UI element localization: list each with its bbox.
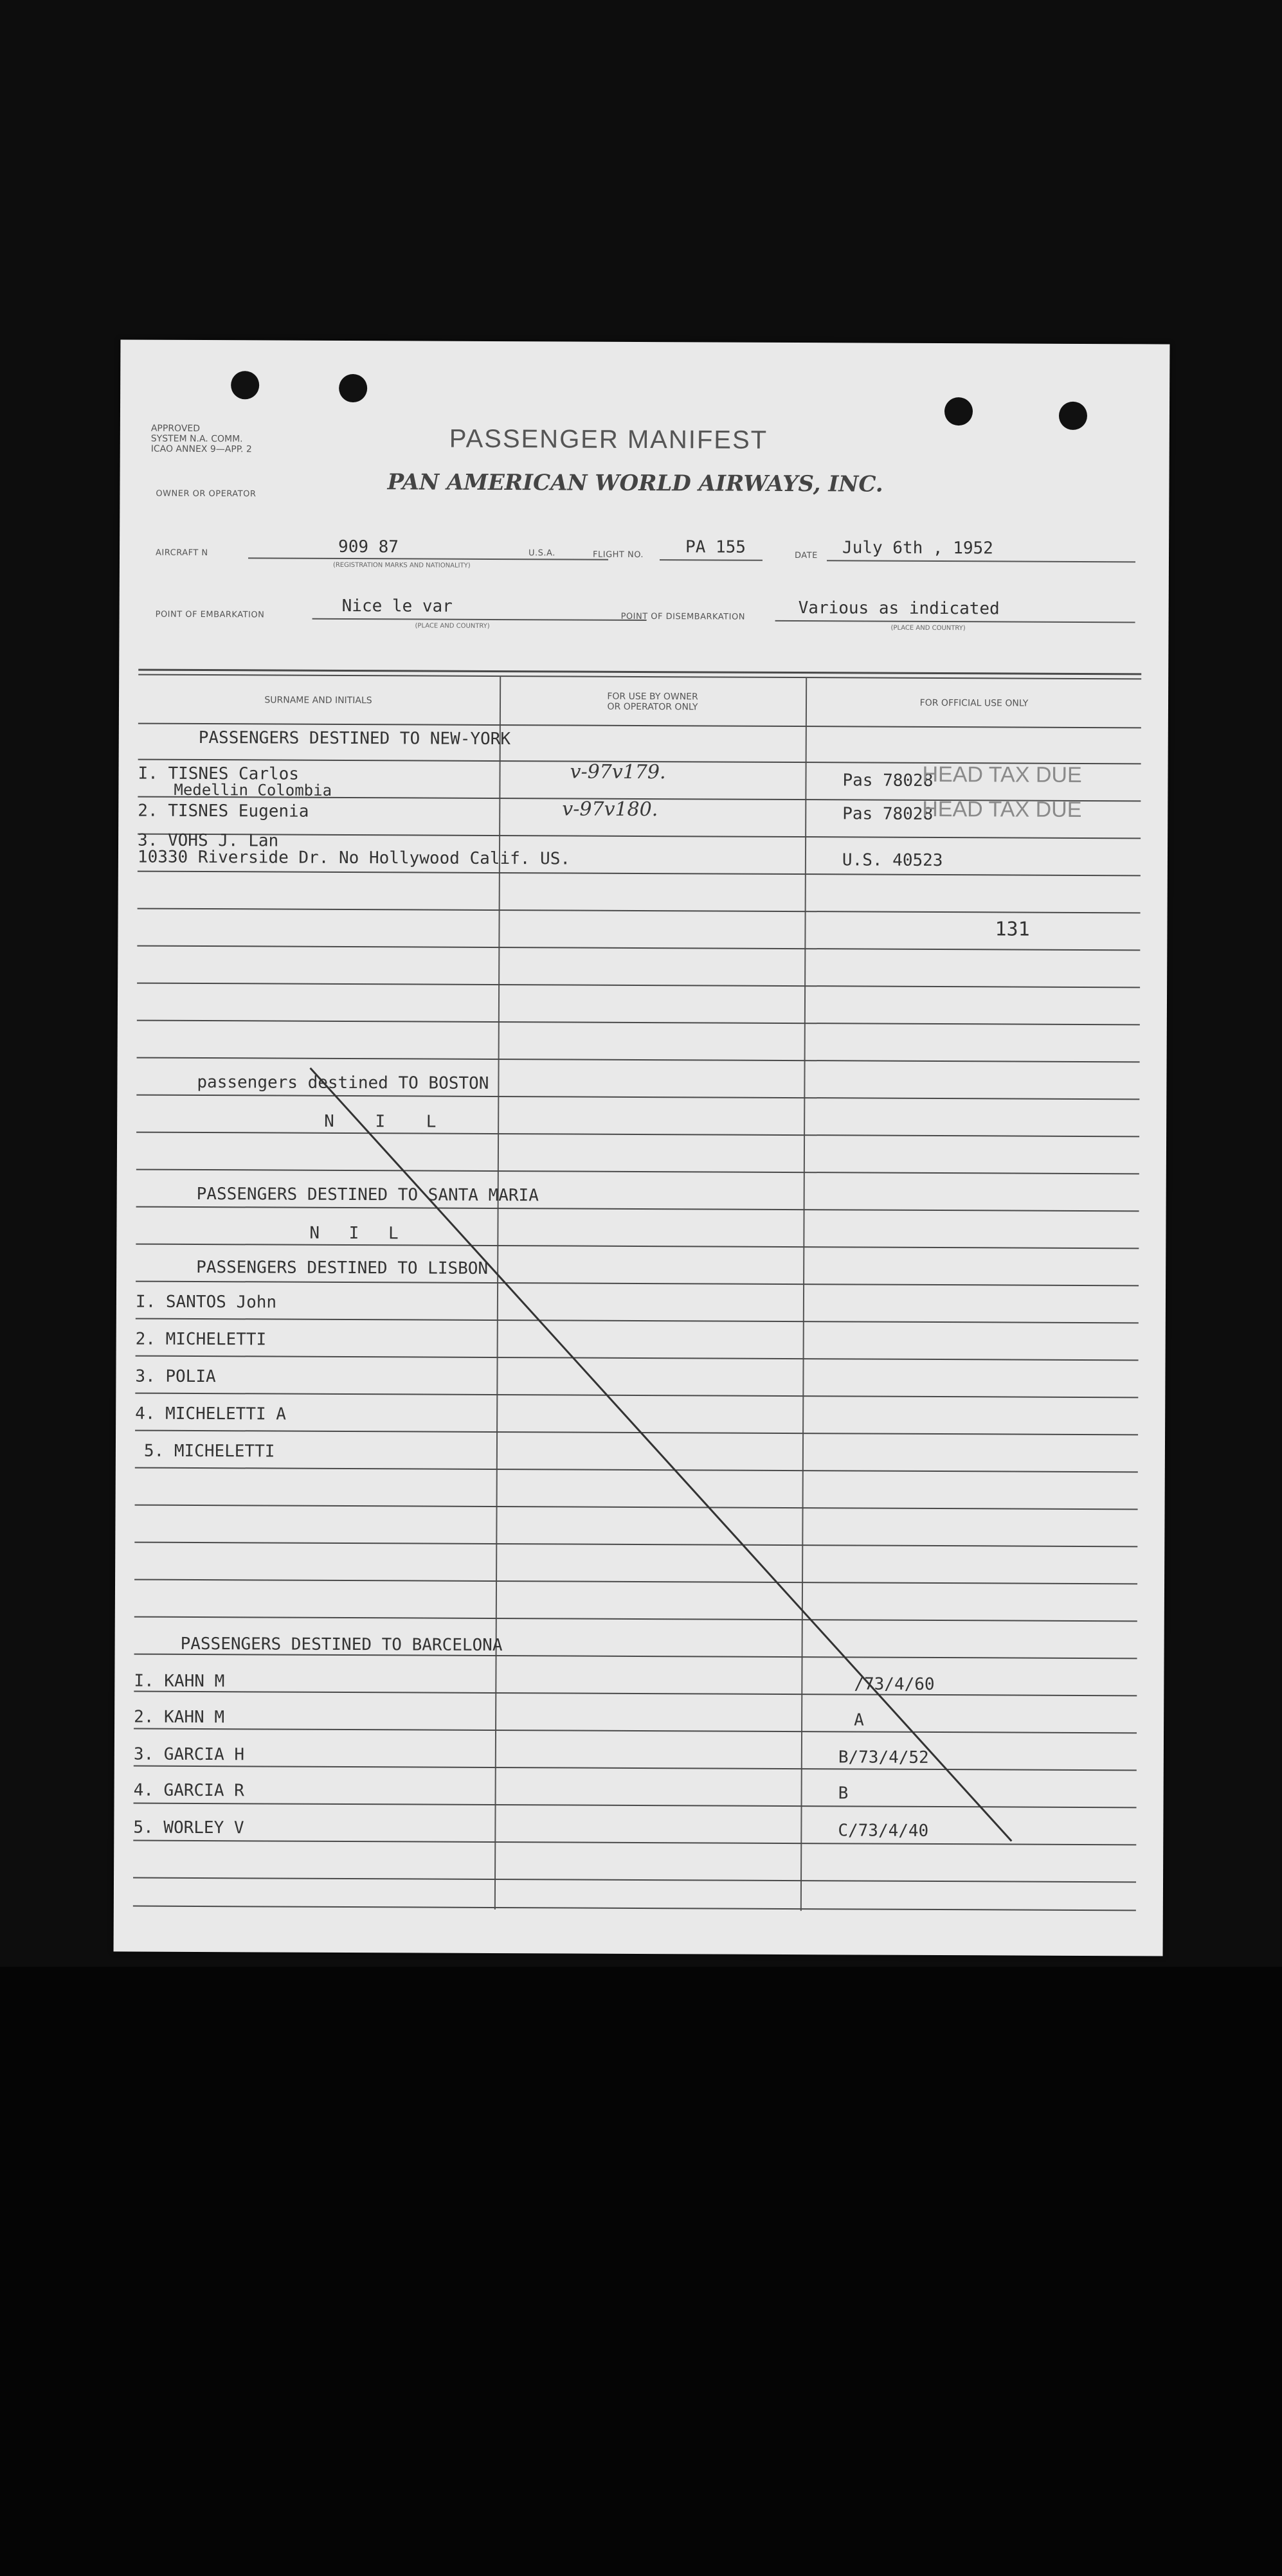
- country-label: U.S.A.: [528, 548, 555, 559]
- flight-label: FLIGHT NO.: [592, 550, 644, 560]
- passenger-count: 131: [995, 918, 1030, 941]
- passenger-lisbon-2: 2. MICHELETTI: [135, 1329, 267, 1350]
- passenger-lisbon-3: 3. POLIA: [135, 1366, 216, 1387]
- passenger-ny-3-address: 10330 Riverside Dr. No Hollywood Calif. US.: [137, 847, 571, 869]
- scan-background-lower: [0, 1967, 1282, 2576]
- disembarkation-place: Various as indicated: [798, 598, 1000, 619]
- column-header-owner-1: FOR USE BY OWNER: [607, 691, 698, 702]
- passenger-lisbon-1: I. SANTOS John: [135, 1292, 277, 1312]
- disembarkation-sublabel: (PLACE AND COUNTRY): [890, 624, 966, 632]
- official-ny-1: Pas 78028: [842, 771, 934, 791]
- approval-line-3: ICAO ANNEX 9—APP. 2: [150, 443, 252, 455]
- column-header-surname: SURNAME AND INITIALS: [264, 695, 372, 706]
- official-ny-2: Pas 78028: [842, 804, 934, 824]
- passenger-barcelona-1: I. KAHN M: [134, 1671, 225, 1692]
- approval-line-1: APPROVED: [150, 423, 201, 434]
- approval-line-2: SYSTEM N.A. COMM.: [150, 433, 243, 445]
- passenger-manifest-page: [114, 339, 1170, 1956]
- stamp-head-tax-2: HEAD TAX DUE: [922, 796, 1082, 822]
- official-barcelona-1: /73/4/60: [854, 1674, 935, 1694]
- section-header-new-york: PASSENGERS DESTINED TO NEW-YORK: [198, 728, 511, 749]
- embarkation-sublabel: (PLACE AND COUNTRY): [415, 622, 490, 630]
- passenger-barcelona-2: 2. KAHN M: [134, 1707, 225, 1728]
- owner-note-ny-1: v-97v179.: [570, 760, 666, 784]
- aircraft-sublabel: (REGISTRATION MARKS AND NATIONALITY): [332, 561, 471, 569]
- santa-maria-nil: N I L: [309, 1223, 399, 1244]
- boston-nil: N I L: [324, 1111, 437, 1132]
- diagonal-cancel-line: [114, 339, 1170, 1956]
- column-header-official: FOR OFFICIAL USE ONLY: [919, 697, 1029, 709]
- manifest-title: PASSENGER MANIFEST: [449, 424, 768, 454]
- passenger-ny-2: 2. TISNES Eugenia: [138, 801, 309, 821]
- airline-name: PAN AMERICAN WORLD AIRWAYS, INC.: [387, 469, 883, 497]
- passenger-ny-1: I. TISNES Carlos: [138, 764, 300, 784]
- passenger-lisbon-5: 5. MICHELETTI: [143, 1441, 275, 1462]
- embarkation-label: POINT OF EMBARKATION: [155, 609, 265, 620]
- column-header-owner-2: OR OPERATOR ONLY: [607, 701, 698, 713]
- owner-note-ny-2: v-97v180.: [562, 798, 658, 821]
- aircraft-number: 909 87: [338, 537, 399, 557]
- disembarkation-label: POINT OF DISEMBARKATION: [620, 611, 745, 622]
- aircraft-label: AIRCRAFT N: [155, 548, 208, 559]
- section-header-santa-maria: PASSENGERS DESTINED TO SANTA MARIA: [196, 1184, 539, 1206]
- section-header-boston: passengers destined TO BOSTON: [197, 1072, 489, 1093]
- official-ny-3: U.S. 40523: [842, 850, 943, 871]
- flight-date: July 6th , 1952: [842, 538, 993, 559]
- passenger-ny-1-address: Medellin Colombia: [174, 780, 332, 800]
- date-label: DATE: [794, 551, 818, 561]
- flight-number: PA 155: [685, 537, 746, 557]
- passenger-ny-3: 3. VOHS J. Lan: [138, 830, 279, 851]
- official-barcelona-2: A: [854, 1710, 864, 1730]
- passenger-barcelona-5: 5. WORLEY V: [133, 1818, 244, 1838]
- passenger-barcelona-3: 3. GARCIA H: [133, 1744, 245, 1765]
- official-barcelona-3: B/73/4/52: [838, 1748, 929, 1767]
- passenger-barcelona-4: 4. GARCIA R: [133, 1780, 244, 1801]
- official-barcelona-5: C/73/4/40: [838, 1821, 929, 1841]
- official-barcelona-4: B: [838, 1784, 849, 1803]
- section-header-lisbon: PASSENGERS DESTINED TO LISBON: [196, 1257, 489, 1278]
- owner-label: OWNER OR OPERATOR: [156, 488, 257, 499]
- passenger-lisbon-4: 4. MICHELETTI A: [135, 1404, 287, 1424]
- section-header-barcelona: PASSENGERS DESTINED TO BARCELONA: [180, 1634, 503, 1656]
- embarkation-place: Nice le var: [341, 596, 453, 616]
- stamp-head-tax-1: HEAD TAX DUE: [922, 762, 1082, 787]
